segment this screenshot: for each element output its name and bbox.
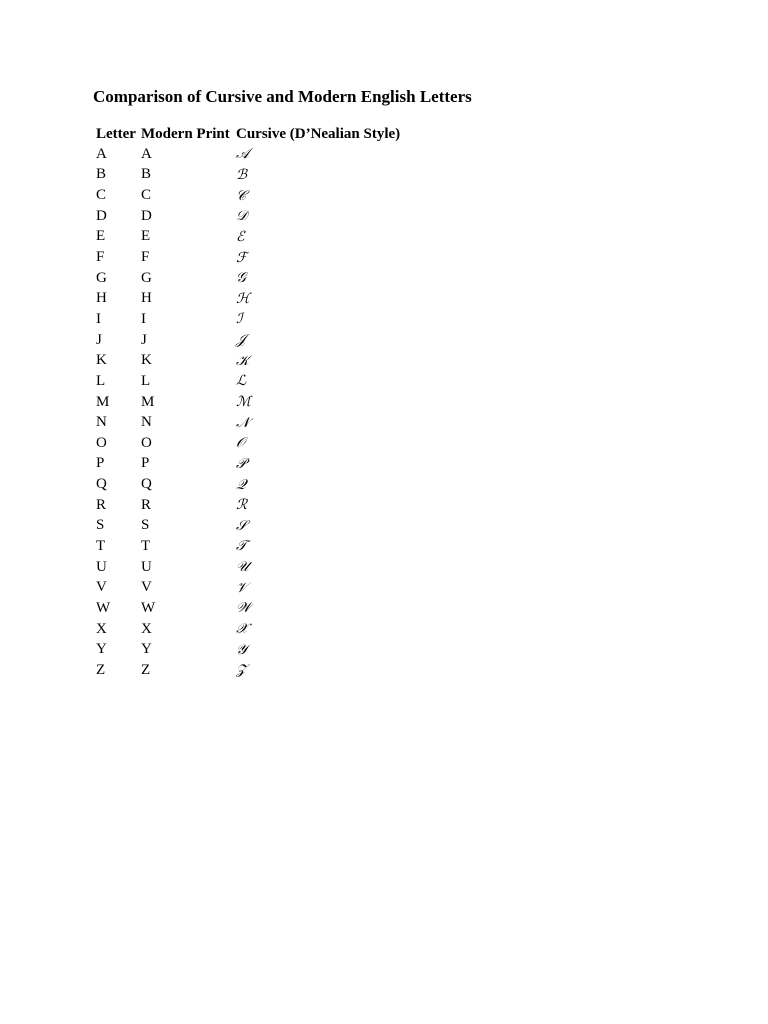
- cell-modern-print: Q: [141, 476, 152, 493]
- cell-cursive: 𝒫: [236, 455, 247, 472]
- letter-comparison-table: [93, 124, 400, 681]
- cell-cursive: 𝒰: [236, 559, 249, 576]
- cell-modern-print: R: [141, 496, 152, 513]
- cell-modern-print: G: [141, 269, 152, 286]
- cell-letter: X: [96, 620, 107, 637]
- page-title: Comparison of Cursive and Modern English Letters: [93, 87, 472, 106]
- header-modern-print: Modern Print: [141, 125, 230, 142]
- cell-modern-print: U: [141, 558, 152, 575]
- cell-modern-print: L: [141, 372, 151, 389]
- cell-letter: B: [96, 166, 107, 183]
- cell-modern-print: H: [141, 290, 152, 307]
- cell-modern-print: P: [141, 455, 150, 472]
- table-row: [93, 557, 400, 578]
- cell-letter: O: [96, 434, 107, 451]
- header-cursive: Cursive (D’Nealian Style): [236, 125, 401, 142]
- cell-letter: L: [96, 372, 106, 389]
- cell-letter: E: [96, 228, 106, 245]
- table-row: [93, 474, 400, 495]
- cell-letter: Y: [96, 641, 107, 658]
- table-row: [93, 516, 400, 537]
- cell-letter: W: [96, 599, 111, 616]
- cell-modern-print: C: [141, 187, 152, 204]
- cell-modern-print: X: [141, 620, 152, 637]
- table-row: [93, 165, 400, 186]
- cell-letter: J: [96, 331, 102, 348]
- table-row: [93, 577, 400, 598]
- cell-cursive: ℳ: [236, 394, 251, 410]
- table-row: [93, 227, 400, 248]
- cell-cursive: ℋ: [236, 290, 250, 307]
- cell-cursive: 𝒮: [236, 517, 247, 534]
- cell-letter: U: [96, 558, 107, 575]
- cell-cursive: 𝒴: [236, 641, 247, 658]
- cell-cursive: ℰ: [236, 228, 245, 245]
- cell-letter: F: [96, 249, 105, 266]
- cell-modern-print: E: [141, 228, 151, 245]
- cell-modern-print: A: [141, 145, 152, 162]
- cell-modern-print: K: [141, 352, 152, 369]
- cell-cursive: 𝒱: [236, 579, 248, 596]
- table-row: [93, 619, 400, 640]
- cell-letter: G: [96, 269, 107, 286]
- cell-modern-print: W: [141, 599, 156, 616]
- cell-modern-print: N: [141, 414, 152, 431]
- cell-modern-print: V: [141, 579, 152, 596]
- table-row: [93, 392, 400, 413]
- cell-letter: K: [96, 352, 107, 369]
- cell-cursive: 𝒳: [236, 621, 249, 638]
- cell-letter: N: [96, 414, 107, 431]
- cell-letter: D: [96, 207, 107, 224]
- table-row: [93, 412, 400, 433]
- table-row: [93, 495, 400, 516]
- table-row: [93, 598, 400, 619]
- cell-modern-print: J: [141, 331, 147, 348]
- cell-letter: Z: [96, 661, 106, 678]
- table-row: [93, 288, 400, 309]
- cell-letter: P: [96, 455, 105, 472]
- cell-modern-print: I: [141, 310, 146, 327]
- cell-cursive: 𝒜: [236, 146, 250, 163]
- cell-modern-print: Y: [141, 641, 152, 658]
- cell-cursive: ℐ: [236, 311, 243, 328]
- table-header: [93, 124, 400, 144]
- table-row: [93, 144, 400, 165]
- cell-modern-print: D: [141, 207, 152, 224]
- table-row: [93, 247, 400, 268]
- cell-cursive: 𝒲: [236, 600, 251, 617]
- cell-cursive: 𝒪: [236, 435, 245, 452]
- table-header-row: [93, 124, 400, 144]
- table-row: [93, 330, 400, 351]
- cell-cursive: 𝒩: [236, 414, 250, 431]
- cell-cursive: 𝒟: [236, 208, 248, 225]
- table-row: [93, 268, 400, 289]
- cell-letter: R: [96, 496, 107, 513]
- table-row: [93, 350, 400, 371]
- cell-cursive: ℒ: [236, 373, 247, 390]
- table-row: [93, 206, 400, 227]
- cell-cursive: ℬ: [236, 166, 248, 183]
- cell-modern-print: B: [141, 166, 152, 183]
- cell-cursive: ℱ: [236, 249, 248, 266]
- header-letter: Letter: [96, 125, 136, 142]
- table-row: [93, 660, 400, 681]
- cell-letter: C: [96, 187, 107, 204]
- cell-letter: I: [96, 310, 101, 327]
- cell-letter: V: [96, 579, 107, 596]
- cell-modern-print: Z: [141, 661, 151, 678]
- cell-cursive: 𝒯: [236, 538, 247, 555]
- cell-letter: Q: [96, 476, 107, 493]
- cell-cursive: 𝒦: [236, 352, 250, 369]
- table-row: [93, 536, 400, 557]
- cell-letter: A: [96, 145, 107, 162]
- cell-letter: M: [96, 393, 110, 410]
- cell-letter: T: [96, 537, 106, 554]
- cell-cursive: 𝒵: [236, 662, 247, 679]
- cell-modern-print: O: [141, 434, 152, 451]
- table-row: [93, 454, 400, 475]
- cell-modern-print: T: [141, 537, 151, 554]
- cell-cursive: ℛ: [236, 497, 248, 514]
- cell-cursive: 𝒞: [236, 187, 247, 204]
- table-row: [93, 639, 400, 660]
- table-row: [93, 371, 400, 392]
- table-row: [93, 185, 400, 206]
- cell-modern-print: F: [141, 249, 150, 266]
- table-body: [93, 144, 400, 681]
- table-row: [93, 309, 400, 330]
- cell-cursive: 𝒬: [236, 476, 247, 493]
- cell-cursive: 𝒢: [236, 270, 246, 287]
- cell-cursive: 𝒥: [236, 332, 246, 349]
- table-row: [93, 433, 400, 454]
- cell-letter: H: [96, 290, 107, 307]
- cell-letter: S: [96, 517, 105, 534]
- cell-modern-print: M: [141, 393, 155, 410]
- cell-modern-print: S: [141, 517, 150, 534]
